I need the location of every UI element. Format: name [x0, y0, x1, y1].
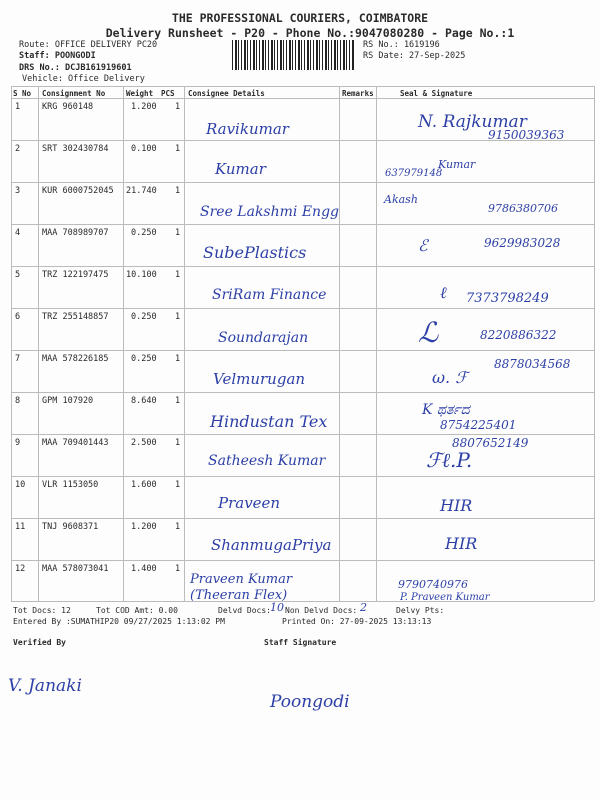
row-pcs: 1	[175, 480, 181, 490]
row-consignee: Kumar	[215, 160, 266, 178]
row-pcs: 1	[175, 354, 181, 364]
row-seal-mark: K ಥರ್ತದ	[422, 402, 470, 418]
runsheet-subtitle: Delivery Runsheet - P20 - Phone No.:9047080280 - Page No.:1	[105, 26, 515, 40]
verified-by-label: Verified By	[13, 638, 66, 647]
row-weight: 1.200	[131, 102, 157, 112]
row-consignee: Satheesh Kumar	[208, 453, 326, 469]
header-weight: Weight	[126, 89, 154, 98]
row-consignment: TRZ 255148857	[42, 312, 109, 322]
row-consignment: VLR 1153050	[42, 480, 99, 490]
row-sno: 9	[15, 438, 21, 448]
row-seal-phone: 9150039363	[488, 128, 565, 142]
row-sno: 6	[15, 312, 21, 322]
row-sno: 12	[15, 564, 26, 574]
row-consignment: MAA 578073041	[42, 564, 109, 574]
row-seal-name: Akash	[384, 193, 418, 206]
row-consignee: SriRam Finance	[212, 287, 327, 303]
barcode	[232, 40, 354, 70]
row-seal-phone: 8754225401	[440, 418, 517, 432]
row-sno: 10	[15, 480, 26, 490]
delivered-docs-label: Delvd Docs:	[218, 606, 271, 615]
total-docs: Tot Docs: 12	[13, 606, 71, 615]
row-weight: 0.250	[131, 354, 157, 364]
row-seal-phone: 7373798249	[466, 291, 549, 306]
row-pcs: 1	[175, 144, 181, 154]
row-seal-phone: 9786380706	[488, 202, 558, 215]
row-weight: 1.200	[131, 522, 157, 532]
printed-on: Printed On: 27-09-2025 13:13:13	[282, 617, 432, 626]
row-consignee: Hindustan Tex	[210, 412, 328, 431]
row-consignee: Sree Lakshmi Engg	[200, 204, 339, 220]
row-weight: 21.740	[126, 186, 157, 196]
row-consignee: Praveen	[218, 494, 281, 512]
row-consignment: MAA 708989707	[42, 228, 109, 238]
vehicle: Vehicle: Office Delivery	[22, 74, 145, 84]
staff-signature-label: Staff Signature	[264, 638, 337, 647]
row-seal-mark: ℱℓ.P.	[426, 448, 473, 472]
row-weight: 0.250	[131, 228, 157, 238]
row-consignment: TRZ 122197475	[42, 270, 109, 280]
company-title: THE PROFESSIONAL COURIERS, COIMBATORE	[171, 11, 429, 25]
row-seal-mark: ω. ℱ	[432, 368, 468, 387]
row-consignee: ShanmugaPriya	[211, 536, 332, 554]
row-seal-mark: ℓ	[440, 283, 447, 302]
row-weight: 1.600	[131, 480, 157, 490]
drs-number: DRS No.: DCJB161919601	[19, 63, 132, 73]
non-delivered-docs-label: Non Delvd Docs:	[285, 606, 358, 615]
row-consignee: Velmurugan	[213, 370, 306, 388]
row-consignee: Praveen Kumar (Theeran Flex)	[190, 572, 293, 603]
staff: Staff: POONGODI	[19, 51, 96, 61]
row-seal-phone: 9790740976	[398, 578, 468, 591]
row-weight: 0.250	[131, 312, 157, 322]
row-sno: 4	[15, 228, 21, 238]
row-pcs: 1	[175, 522, 181, 532]
row-consignee: SubePlastics	[203, 243, 307, 262]
non-delivered-docs-value: 2	[360, 601, 367, 614]
row-seal-phone: 9629983028	[484, 236, 561, 250]
row-consignment: MAA 578226185	[42, 354, 109, 364]
entered-by: Entered By :SUMATHIP20 09/27/2025 1:13:02 PM	[13, 617, 225, 626]
row-pcs: 1	[175, 270, 181, 280]
row-sno: 1	[15, 102, 21, 112]
delivered-docs-value: 10	[270, 601, 284, 614]
row-consignee: Soundarajan	[218, 330, 309, 346]
header-sno: S No	[13, 89, 32, 98]
header-consignment: Consignment No	[42, 89, 106, 98]
row-weight: 10.100	[126, 270, 157, 280]
row-sno: 8	[15, 396, 21, 406]
row-seal-phone: 8220886322	[480, 328, 557, 342]
row-consignee: Ravikumar	[206, 120, 289, 138]
row-weight: 0.100	[131, 144, 157, 154]
row-sno: 3	[15, 186, 21, 196]
row-sno: 7	[15, 354, 21, 364]
row-pcs: 1	[175, 438, 181, 448]
row-consignment: SRT 302430784	[42, 144, 109, 154]
row-sno: 5	[15, 270, 21, 280]
row-pcs: 1	[175, 312, 181, 322]
row-consignment: KRG 960148	[42, 102, 94, 112]
row-seal-name: Kumar	[438, 158, 476, 171]
row-consignment: GPM 107920	[42, 396, 94, 406]
row-seal-name: HIR	[440, 496, 473, 515]
row-pcs: 1	[175, 186, 181, 196]
total-cod: Tot COD Amt: 0.00	[96, 606, 178, 615]
row-pcs: 1	[175, 228, 181, 238]
rs-date: RS Date: 27-Sep-2025	[363, 51, 466, 61]
staff-signature: Poongodi	[270, 692, 350, 712]
row-seal-phone: 8878034568	[494, 357, 571, 371]
row-weight: 2.500	[131, 438, 157, 448]
row-pcs: 1	[175, 102, 181, 112]
row-seal-mark: ℰ	[418, 236, 428, 255]
delivery-points: Delvy Pts:	[396, 606, 445, 615]
row-weight: 8.640	[131, 396, 157, 406]
row-pcs: 1	[175, 396, 181, 406]
row-seal-name: HIR	[445, 534, 478, 553]
row-sno: 2	[15, 144, 21, 154]
row-consignment: TNJ 9608371	[42, 522, 99, 532]
row-consignment: KUR 6000752045	[42, 186, 114, 196]
row-pcs: 1	[175, 564, 181, 574]
row-seal-phone: 637979148	[385, 168, 443, 179]
row-sno: 11	[15, 522, 26, 532]
header-remarks: Remarks	[342, 89, 374, 98]
row-seal-name: P. Praveen Kumar	[400, 592, 490, 603]
row-weight: 1.400	[131, 564, 157, 574]
verified-signature: V. Janaki	[8, 676, 82, 696]
row-consignment: MAA 709401443	[42, 438, 109, 448]
header-seal: Seal & Signature	[400, 89, 473, 98]
row-seal-name: N. Rajkumar	[418, 112, 527, 132]
rs-number: RS No.: 1619196	[363, 40, 440, 50]
row-seal-phone: 8807652149	[452, 436, 529, 450]
header-pcs: PCS	[161, 89, 175, 98]
route: Route: OFFICE DELIVERY PC20	[19, 40, 158, 50]
header-consignee: Consignee Details	[188, 89, 265, 98]
row-seal-mark: ℒ	[418, 316, 439, 349]
